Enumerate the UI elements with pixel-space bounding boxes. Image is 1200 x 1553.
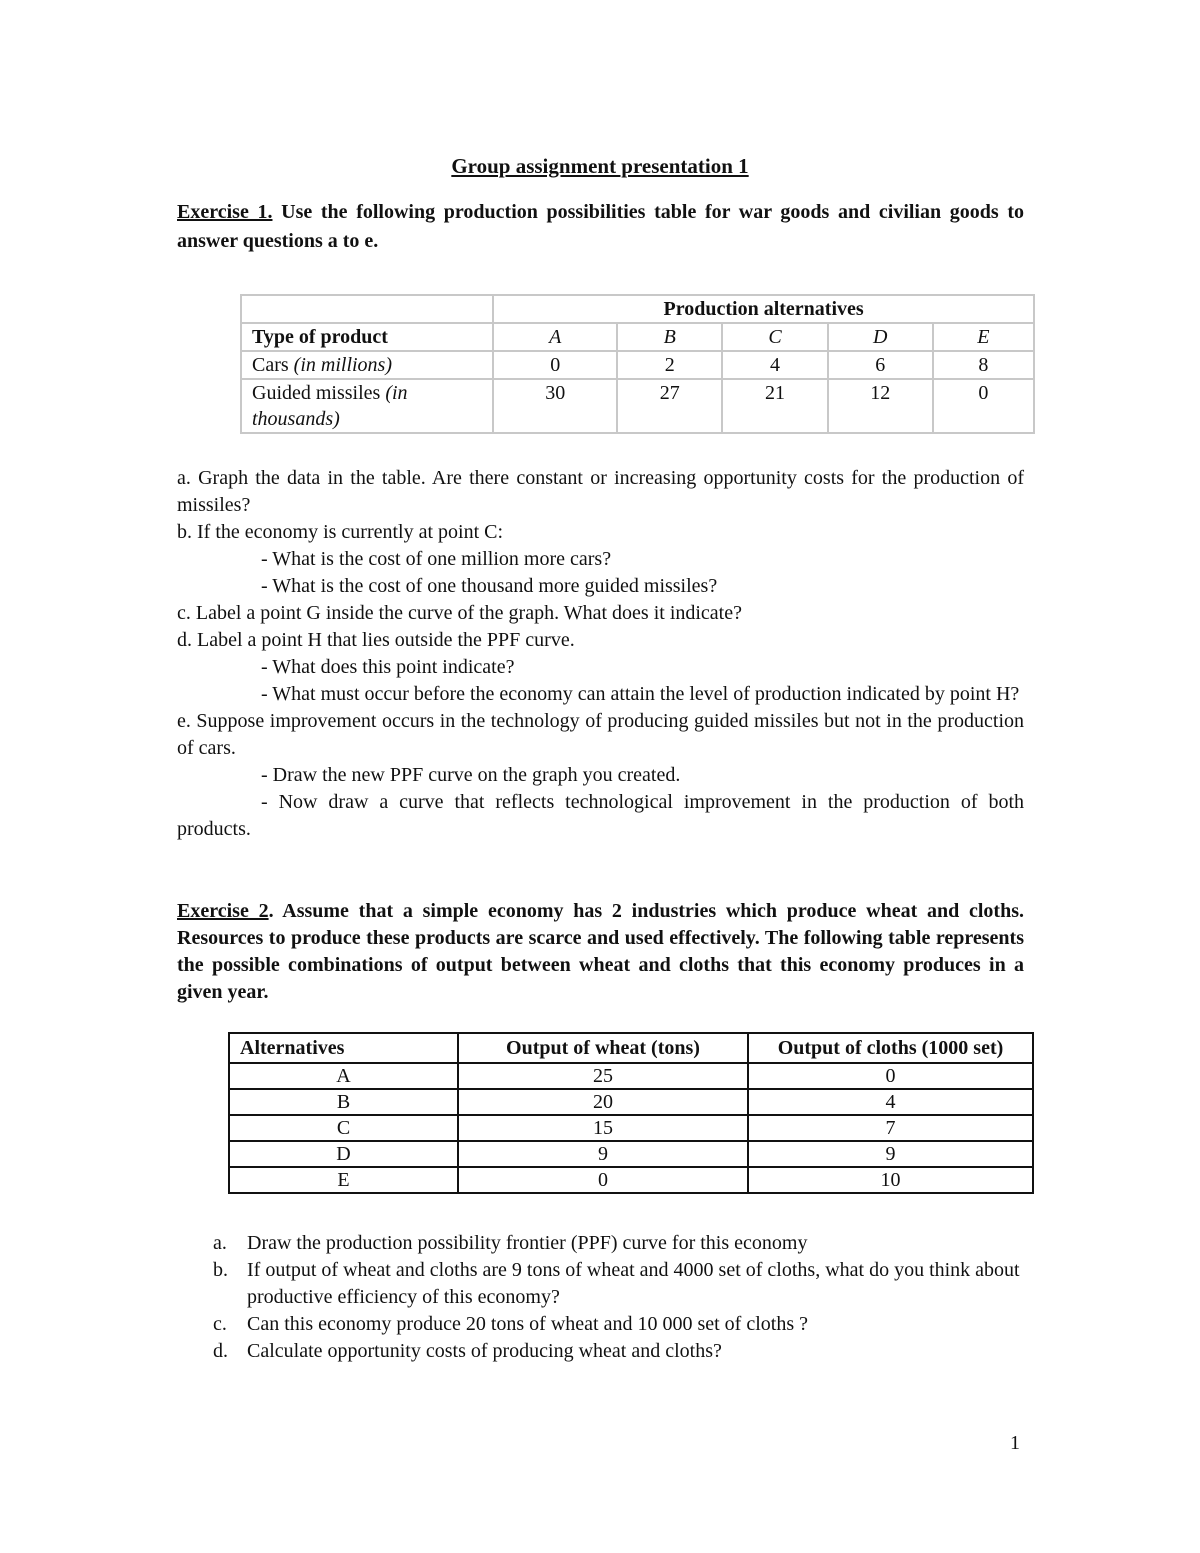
question-b-1: - What is the cost of one million more cars? — [261, 548, 612, 570]
row-unit: (in — [385, 382, 408, 404]
list-text: Draw the production possibility frontier (PPF) curve for this economy — [247, 1232, 808, 1254]
row-label: Cars — [252, 354, 294, 376]
row-unit: (in millions) — [293, 354, 393, 376]
table-cell: 8 — [933, 351, 1034, 379]
table-cell: 20 — [458, 1089, 748, 1115]
wheat-cloths-table — [228, 1032, 1034, 1194]
question-b: b. If the economy is currently at point C: — [177, 521, 504, 543]
question-b-2: - What is the cost of one thousand more guided missiles? — [261, 575, 718, 597]
production-possibilities-table — [240, 294, 1035, 434]
table-cell: 7 — [748, 1115, 1033, 1141]
page-title: Group assignment presentation 1 — [451, 154, 749, 178]
table-cell: 6 — [828, 351, 933, 379]
row-label-missiles — [241, 379, 493, 433]
alternative-header: C — [722, 323, 827, 351]
question-c: c. Label a point G inside the curve of the graph. What does it indicate? — [177, 602, 742, 624]
table-corner-cell — [241, 295, 493, 323]
question-d-1: - What does this point indicate? — [261, 656, 515, 678]
question-e-2: - Now draw a curve that reflects technological improvement in the production of both products. — [177, 791, 1024, 840]
table-cell: 27 — [617, 379, 722, 433]
list-marker: c. — [213, 1313, 227, 1335]
table-cell: D — [229, 1141, 458, 1167]
table-cell: A — [229, 1063, 458, 1089]
question-e-1: - Draw the new PPF curve on the graph you created. — [261, 764, 681, 786]
table-cell: 9 — [458, 1141, 748, 1167]
question-e: e. Suppose improvement occurs in the technology of producing guided missiles but not in the production of cars. — [177, 710, 1024, 759]
alternative-header: A — [493, 323, 617, 351]
list-marker: b. — [213, 1259, 228, 1281]
exercise-1-questions — [177, 465, 1024, 843]
table-row — [229, 1063, 1033, 1089]
table-cell: 25 — [458, 1063, 748, 1089]
exercise-1-label: Exercise 1. — [177, 201, 273, 223]
exercise-2-questions — [177, 1230, 1024, 1365]
table-row — [229, 1115, 1033, 1141]
question-a: a. Graph the data in the table. Are there constant or increasing opportunity costs for the production of missiles? — [177, 467, 1024, 516]
list-item — [177, 1338, 1024, 1365]
list-text: Can this economy produce 20 tons of wheat and 10 000 set of cloths ? — [247, 1313, 808, 1335]
table-cell: 0 — [933, 379, 1034, 433]
table-cell: E — [229, 1167, 458, 1193]
exercise-2-label: Exercise 2 — [177, 900, 269, 922]
exercise-2-intro: . Assume that a simple economy has 2 industries which produce wheat and cloths. Resources to produce these products are scarce and used effectively. The following table represents the possible combinations of output between wheat and cloths that this economy produces in a given year. — [177, 900, 1025, 1003]
table-row — [229, 1167, 1033, 1193]
question-d-2: - What must occur before the economy can attain the level of production indicated by point H? — [261, 683, 1020, 705]
column-header: Output of cloths (1000 set) — [748, 1033, 1033, 1063]
list-text: If output of wheat and cloths are 9 tons of wheat and 4000 set of cloths, what do you think about productive efficiency of this economy? — [247, 1259, 1020, 1308]
list-text: Calculate opportunity costs of producing wheat and cloths? — [247, 1340, 722, 1362]
table-cell: 15 — [458, 1115, 748, 1141]
table-cell: 0 — [493, 351, 617, 379]
question-d: d. Label a point H that lies outside the PPF curve. — [177, 629, 575, 651]
alternative-header: B — [617, 323, 722, 351]
alternative-header: E — [933, 323, 1034, 351]
production-alternatives-header: Production alternatives — [493, 295, 1034, 323]
exercise-1-intro: Use the following production possibilities table for war goods and civilian goods to answer questions a to e. — [177, 201, 1024, 252]
alternative-header: D — [828, 323, 933, 351]
table-row — [229, 1141, 1033, 1167]
table-row — [241, 379, 1034, 433]
row-unit-cont: thousands) — [252, 408, 340, 430]
row-label: Guided missiles — [252, 382, 386, 404]
list-item — [177, 1311, 1024, 1338]
table-cell: 0 — [748, 1063, 1033, 1089]
table-cell: 0 — [458, 1167, 748, 1193]
table-cell: 10 — [748, 1167, 1033, 1193]
page-number: 1 — [1010, 1432, 1020, 1454]
table-cell: 9 — [748, 1141, 1033, 1167]
table-header-row — [229, 1033, 1033, 1063]
exercise-1-heading — [177, 198, 1024, 256]
list-marker: d. — [213, 1340, 228, 1362]
type-of-product-header: Type of product — [241, 323, 493, 351]
table-cell: C — [229, 1115, 458, 1141]
table-row — [241, 323, 1034, 351]
row-label-cars — [241, 351, 493, 379]
table-cell: 4 — [722, 351, 827, 379]
table-cell: 12 — [828, 379, 933, 433]
column-header: Output of wheat (tons) — [458, 1033, 748, 1063]
list-item — [177, 1230, 1024, 1257]
table-row — [229, 1089, 1033, 1115]
table-row — [241, 351, 1034, 379]
list-marker: a. — [213, 1232, 227, 1254]
list-item — [177, 1257, 1024, 1311]
exercise-2-heading — [177, 898, 1024, 1006]
table-cell: 2 — [617, 351, 722, 379]
column-header: Alternatives — [229, 1033, 458, 1063]
table-cell: 30 — [493, 379, 617, 433]
table-cell: 4 — [748, 1089, 1033, 1115]
table-cell: 21 — [722, 379, 827, 433]
table-cell: B — [229, 1089, 458, 1115]
